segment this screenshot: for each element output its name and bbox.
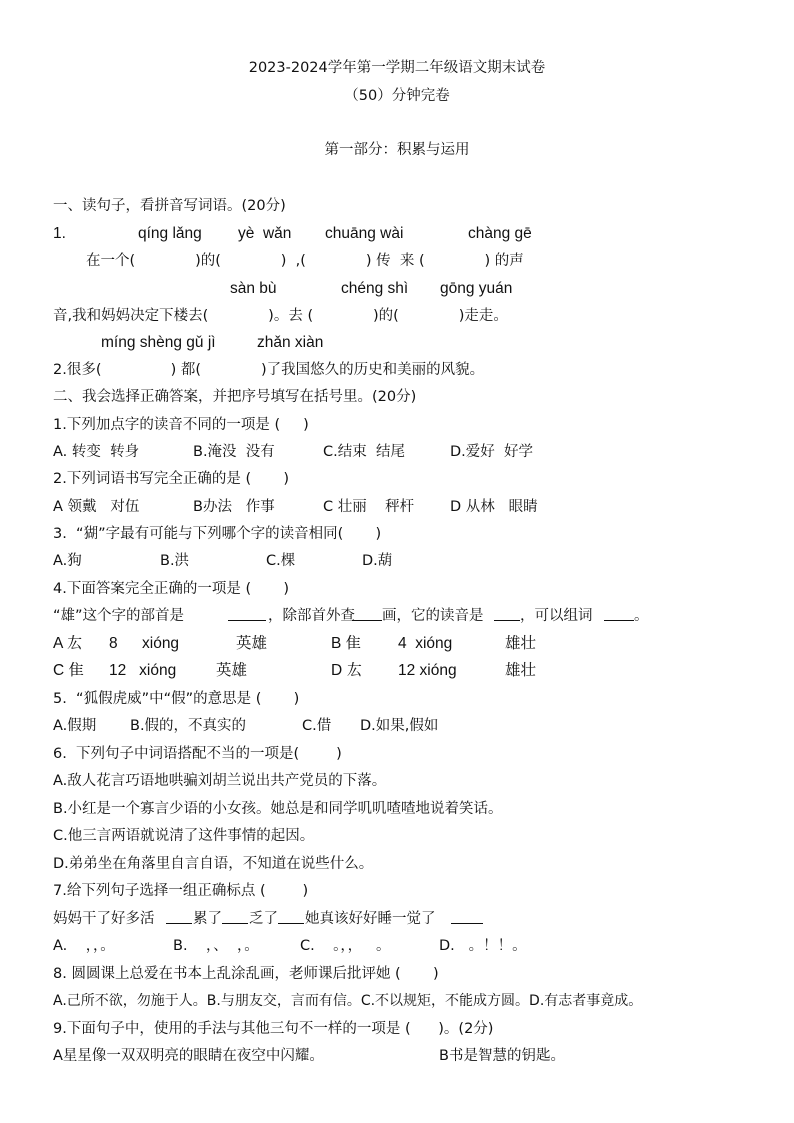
answer-blank [451,909,483,924]
option: D 厷 [331,662,363,679]
option: A 厷 [53,635,83,652]
option: B.洪 [160,553,190,569]
option: C.借 [302,718,332,734]
pinyin: chéng shì [341,280,409,297]
question-stem: 3. “猢”字最有可能与下列哪个字的读音相同( ) [53,526,382,542]
question-stem: 7.给下列句子选择一组正确标点 ( ) [53,883,309,899]
section1-heading: 一、读句子，看拼音写词语。(20分) [53,198,286,214]
section2-heading: 二、我会选择正确答案，并把序号填写在括号里。(20分) [53,389,417,405]
option: 8 [109,635,118,652]
option: D.如果,假如 [360,718,439,734]
exam-title: 2023-2024学年第一学期二年级语文期末试卷 [248,60,546,76]
option: A.假期 [53,718,97,734]
option: D. 。！！。 [439,938,527,954]
question-text: 。 [634,608,649,624]
question-stem: 6. 下列句子中词语搭配不当的一项是( ) [53,746,342,762]
option: B书是智慧的钥匙。 [439,1048,565,1064]
question-stem: 1.下列加点字的读音不同的一项是 ( ) [53,417,309,433]
pinyin: míng shèng gǔ jì [101,334,216,351]
option: C.棵 [266,553,296,569]
option: C 壮丽 秤杆 [323,499,415,515]
option: C. 。，， 。 [300,938,391,954]
option: D.葫 [362,553,393,569]
fill-blank-line: 音,我和妈妈决定下楼去( )。去 ( )的( )走走。 [53,308,508,324]
option: A星星像一双双明亮的眼睛在夜空中闪耀。 [53,1048,324,1064]
option: C 隹 [53,662,85,679]
fill-blank-line: 在一个( )的( ) ,( ) 传 来 ( ) 的声 [86,253,524,269]
option: B.假的，不真实的 [130,718,247,734]
option: 英雄 [216,662,248,679]
pinyin: chàng gē [468,225,532,242]
fill-blank-line: 2.很多( ) 都( )了我国悠久的历史和美丽的风貌。 [53,362,485,378]
option: B办法 作事 [193,499,275,515]
option: A. 转变 转身 [53,444,140,460]
option: A.狗 [53,553,82,569]
pinyin: sàn bù [230,280,277,297]
option: 12 xióng [109,662,177,679]
pinyin: yè wǎn [238,225,292,242]
question-stem: 9.下面句子中，使用的手法与其他三句不一样的一项是 ( )。(2分) [53,1021,494,1037]
exam-duration: （50）分钟完卷 [344,88,450,104]
option: C.他三言两语就说清了这件事情的起因。 [53,828,315,844]
question-text: 她真该好好睡一觉了 [305,911,436,927]
option: 4 xióng [398,635,453,652]
answer-blank [494,606,520,621]
question-text: 乏了 [249,911,278,927]
option: B. ，、 ，。 [173,938,259,954]
question-stem: 8. 圆圆课上总爱在书本上乱涂乱画，老师课后批评她 ( ) [53,966,439,982]
option: 英雄 [236,635,268,652]
question-stem: 5. “狐假虎威”中“假”的意思是 ( ) [53,691,300,707]
option: D.爱好 好学 [450,444,533,460]
question-text: 妈妈干了好多活 [53,911,155,927]
option: D 从林 眼睛 [450,499,538,515]
question-stem: 4.下面答案完全正确的一项是 ( ) [53,581,290,597]
question-text: ，可以组词 [520,608,593,624]
option: B 隹 [331,635,362,652]
pinyin: chuāng wài [325,225,404,242]
question-text: 画，它的读音是 [382,608,484,624]
part-title: 第一部分：积累与运用 [324,142,470,158]
pinyin: qíng lǎng [138,225,202,242]
pinyin: zhǎn xiàn [257,334,324,351]
option: A 领戴 对伍 [53,499,140,515]
pinyin: gōng yuán [440,280,513,297]
option: C.结束 结尾 [323,444,405,460]
answer-blank [222,909,248,924]
answer-blank [228,606,266,621]
option: A.己所不欲，勿施于人。B.与朋友交，言而有信。C.不以规矩，不能成方圆。D.有志者事竟成。 [53,993,643,1009]
option: 雄壮 [505,635,537,652]
option: 12 xióng [398,662,457,679]
option: B.淹没 没有 [193,444,275,460]
question-text: 累了 [193,911,222,927]
option: A. ，，。 [53,938,115,954]
answer-blank [604,606,634,621]
option: A.敌人花言巧语地哄骗刘胡兰说出共产党员的下落。 [53,773,387,789]
option: 雄壮 [505,662,537,679]
option: D.弟弟坐在角落里自言自语，不知道在说些什么。 [53,856,374,872]
question-number: 1. [53,225,66,242]
answer-blank [352,606,382,621]
option: xióng [142,635,180,652]
option: B.小红是一个寡言少语的小女孩。她总是和同学叽叽喳喳地说着笑话。 [53,801,503,817]
question-stem: 2.下列词语书写完全正确的是 ( ) [53,471,290,487]
answer-blank [166,909,192,924]
question-text: “雄”这个字的部首是 [53,608,189,624]
question-text: ，除部首外查 [268,608,355,624]
answer-blank [278,909,304,924]
